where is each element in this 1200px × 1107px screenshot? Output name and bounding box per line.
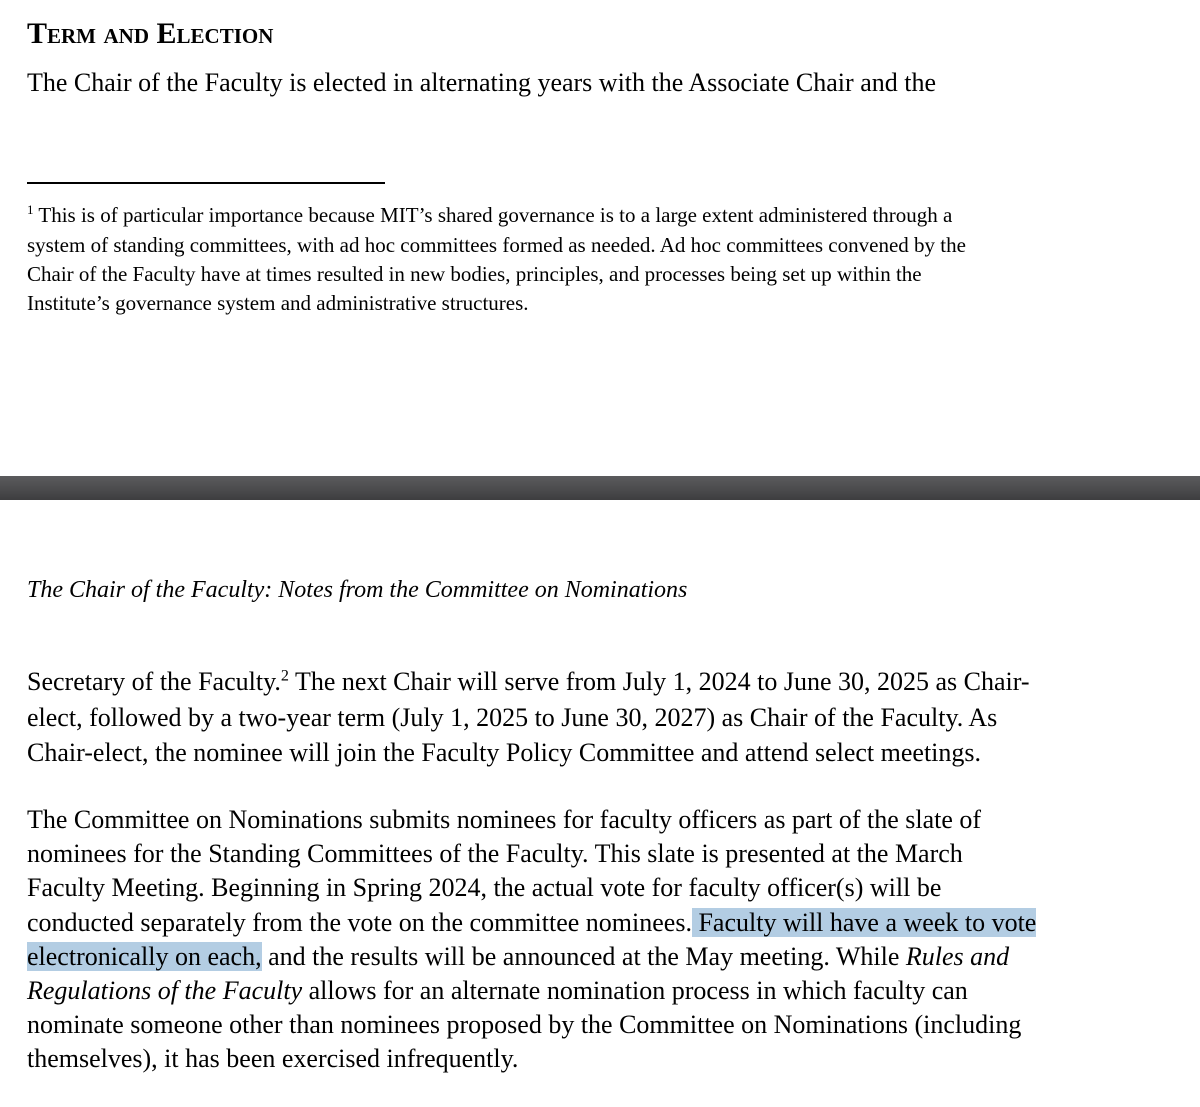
footnote-line xyxy=(27,203,952,228)
body-text-line: The Chair of the Faculty is elected in alternating years with the Associate Chair and the xyxy=(27,68,936,97)
body-text-line: Faculty Meeting. Beginning in Spring 2024, the actual vote for faculty officer(s) will be xyxy=(27,873,942,902)
footnote-separator xyxy=(27,182,385,184)
page-separator xyxy=(0,476,1200,500)
body-text-line xyxy=(27,908,1036,938)
text-run: conducted separately from the vote on the committee nominees. xyxy=(27,908,692,937)
body-text-line: themselves), it has been exercised infrequently. xyxy=(27,1044,519,1073)
body-text-line: The Committee on Nominations submits nominees for faculty officers as part of the slate of xyxy=(27,805,982,834)
italic-title: Regulations of the Faculty xyxy=(27,976,303,1005)
highlighted-text[interactable]: Faculty will have a week to vote xyxy=(691,908,1037,937)
footnote-text: This is of particular importance because MIT’s shared governance is to a large extent administered through a xyxy=(33,203,953,227)
text-run: Secretary of the Faculty. xyxy=(27,667,281,696)
text-run: allows for an alternate nomination process in which faculty can xyxy=(302,976,968,1005)
footnote-line: Institute’s governance system and administrative structures. xyxy=(27,291,529,315)
footnote-marker: 1 xyxy=(27,202,34,217)
section-heading: Term and Election xyxy=(27,17,274,50)
body-text-line xyxy=(27,942,1009,972)
text-run: and the results will be announced at the May meeting. While xyxy=(261,942,906,971)
body-text-line: nominate someone other than nominees proposed by the Committee on Nominations (including xyxy=(27,1010,1022,1039)
italic-title: Rules and xyxy=(905,942,1010,971)
footnote-line: system of standing committees, with ad hoc committees formed as needed. Ad hoc committees convened by the xyxy=(27,233,966,257)
document-page-top xyxy=(0,0,1200,476)
body-text-line xyxy=(27,976,968,1006)
highlighted-text[interactable]: electronically on each, xyxy=(27,942,262,971)
body-text-line xyxy=(27,667,1030,697)
footnote-reference: 2 xyxy=(280,667,289,685)
footnote-line: Chair of the Faculty have at times resulted in new bodies, principles, and processes being set up within the xyxy=(27,262,922,286)
body-text-line: Chair-elect, the nominee will join the Faculty Policy Committee and attend select meetings. xyxy=(27,738,982,767)
body-text-line: elect, followed by a two-year term (July 1, 2025 to June 30, 2027) as Chair of the Faculty. As xyxy=(27,703,998,732)
body-text-line: nominees for the Standing Committees of the Faculty. This slate is presented at the March xyxy=(27,839,963,868)
text-run: The next Chair will serve from July 1, 2024 to June 30, 2025 as Chair- xyxy=(288,667,1030,696)
running-header: The Chair of the Faculty: Notes from the Committee on Nominations xyxy=(27,577,688,603)
